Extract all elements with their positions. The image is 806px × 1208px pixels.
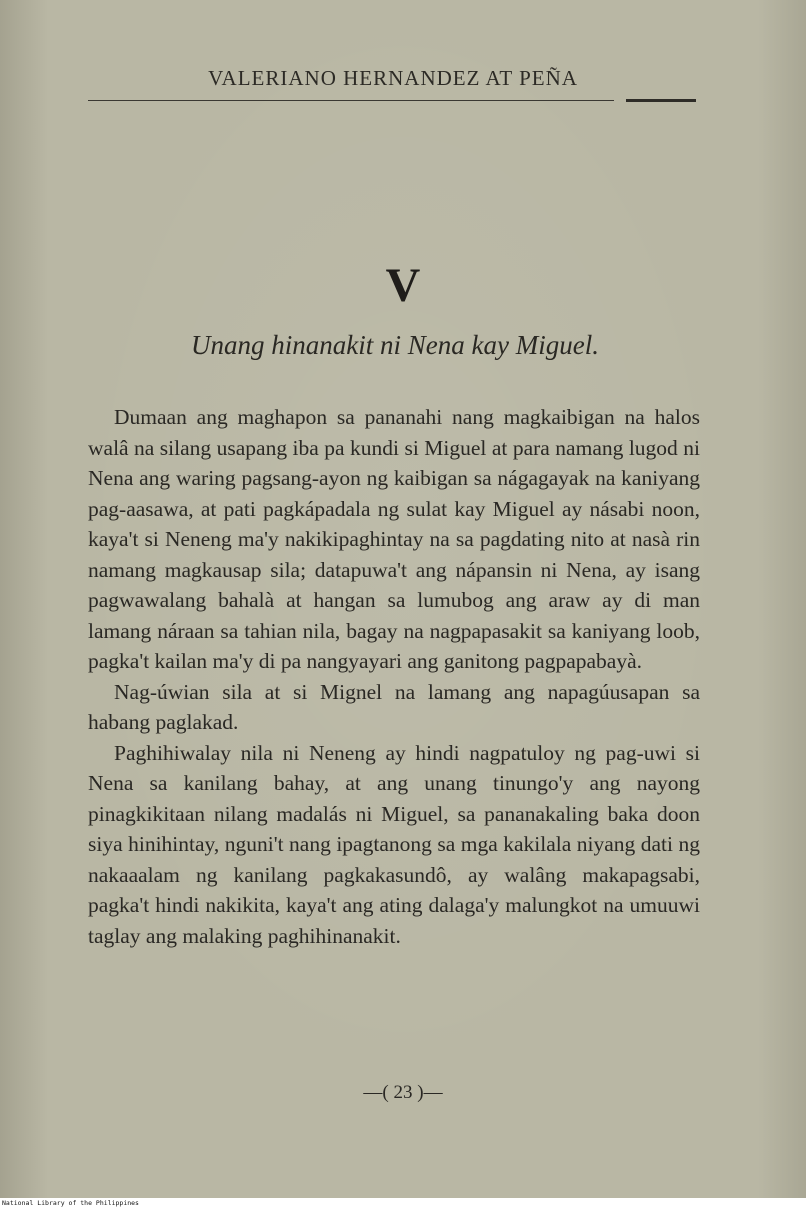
- chapter-number: V: [385, 259, 421, 312]
- chapter-title: Unang hinanakit ni Nena kay Miguel.: [191, 330, 599, 360]
- body-text: [88, 402, 700, 951]
- library-credit: National Library of the Philippines: [2, 1199, 139, 1207]
- running-head: VALERIANO HERNANDEZ AT PEÑA: [208, 66, 578, 90]
- header-rule-accent: [626, 99, 696, 102]
- paragraph-2: Nag-úwian sila at si Mignel na lamang ang napagúusapan sa habang paglakad.: [88, 679, 700, 734]
- paragraph-3: Paghihiwalay nila ni Neneng ay hindi nagpatuloy ng pag-uwi si Nena sa kanilang bahay, at ang unang tinungo'y ang nayong pinagkikitaan nilang madalás ni Miguel, sa pananakaling baka doon siya hinihintay, nguni't nang ipagtanong sa mga kakilala niyang dati ng nakaaalam ng kanilang pagkakasundô, ay walâng makapagsabi, pagka't hindi nakikita, kaya't ang ating dalaga'y malungkot na umuuwi taglay ang malaking paghihinanakit.: [88, 740, 700, 948]
- header-rule: [88, 100, 614, 101]
- paragraph-1: Dumaan ang maghapon sa pananahi nang magkaibigan na halos walâ na silang usapang iba pa kundi si Miguel at para namang lugod ni Nena ang waring pagsang-ayon ng kaibigan sa nágagayak na kaniyang pag-aasawa, at pati pagkápadala ng sulat kay Miguel ay násabi noon, kaya't si Neneng ma'y nakikipaghintay na sa pagdating nito at nasà rin namang magkausap sila; datapuwa't ang nápansin ni Nena, ay isang pagwawalang bahalà at hangan sa lumubog ang araw ay di man lamang náraan sa tahian nila, bagay na nagpapasakit sa kaniyang loob, pagka't kailan ma'y di pa nangyayari ang ganitong pagpapabayà.: [88, 405, 700, 673]
- page-number: —( 23 )—: [363, 1082, 443, 1103]
